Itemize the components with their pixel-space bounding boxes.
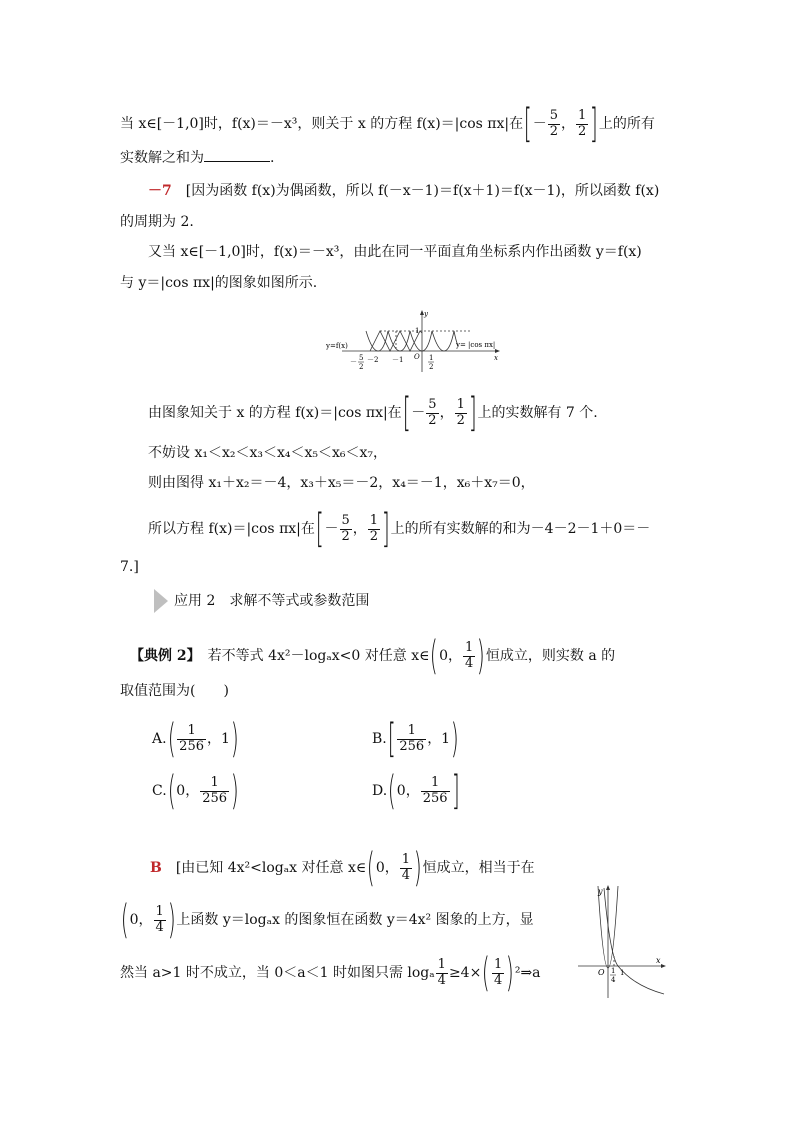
- solution1-line4: 与 y＝|cos πx|的图象如图所示.: [120, 275, 318, 291]
- answer-label: －7: [148, 183, 172, 199]
- solution1-line7: 则由图得 x₁＋x₂＝－4，x₃＋x₅＝－2，x₄＝－1，x₆＋x₇＝0，: [148, 475, 535, 491]
- example2-line1: 【典例 2】 若不等式 4x²－logₐx<0 对任意 x∈(0， $\frac{1}{4}$ )恒成立，则实数 a 的: [130, 633, 616, 679]
- example-label: 【典例 2】: [130, 648, 194, 664]
- solution2-line3: 然当 a>1 时不成立，当 0＜a＜1 时如图只需 logₐ $\frac{1}{4}$ ≥4×( $\frac{1}{4}$ )²⇒a: [120, 950, 541, 996]
- svg-text:x: x: [494, 354, 498, 362]
- svg-text:y: y: [424, 310, 428, 318]
- example2-line2: 取值范围为( ): [120, 683, 229, 699]
- question1-line1: 当 x∈[－1,0]时，f(x)＝－x³，则关于 x 的方程 f(x)＝|cos πx|在[－ $\frac{5}{2}$ ， $\frac{1}{2}$ ]上的所有: [120, 101, 655, 147]
- svg-text:5: 5: [359, 354, 364, 362]
- svg-text:－2: －2: [367, 356, 379, 364]
- frac-1-2: $\frac{1}{2}$: [577, 108, 587, 139]
- solution1-line5: 由图象知关于 x 的方程 f(x)＝|cos πx|在[－ $\frac{5}{2}$ ， $\frac{1}{2}$ ]上的实数解有 7 个.: [148, 390, 598, 436]
- svg-text:1: 1: [415, 327, 420, 335]
- solution2-line2: (0， $\frac{1}{4}$ )上函数 y＝logₐx 的图象恒在函数 y＝4x² 图象的上方，显: [120, 897, 534, 943]
- section-arrow-icon: [154, 589, 168, 613]
- question1-text-b: 上的所有: [598, 116, 655, 132]
- function-graph-1: [322, 306, 504, 376]
- question1-line2: 实数解之和为 .: [120, 150, 275, 166]
- svg-text:1: 1: [611, 967, 616, 975]
- svg-text:－1: －1: [392, 356, 404, 364]
- frac-5-2: $\frac{5}{2}$: [549, 108, 558, 139]
- svg-text:－: －: [350, 358, 357, 366]
- choice-d[interactable]: D.(0， $\frac{1}{256}$ ]: [372, 768, 460, 814]
- svg-text:y: y: [598, 887, 603, 896]
- answer-b-label: B: [150, 860, 162, 876]
- svg-text:O: O: [598, 968, 605, 977]
- solution1-line2: 的周期为 2.: [120, 214, 194, 230]
- solution1-line6: 不妨设 x₁＜x₂＜x₃＜x₄＜x₅＜x₆＜x₇，: [148, 445, 388, 461]
- label-f: y=f(x): [326, 342, 348, 350]
- solution1-line8: 所以方程 f(x)＝|cos πx|在[－ $\frac{5}{2}$ ， $\frac{1}{2}$ ]上的所有实数解的和为－4－2－1＋0＝－: [148, 506, 651, 552]
- solution1-line1: －7 [因为函数 f(x)为偶函数，所以 f(－x－1)＝f(x＋1)＝f(x－1)，所以函数 f(x): [148, 183, 660, 199]
- solution1-line3: 又当 x∈[－1,0]时，f(x)＝－x³，由此在同一平面直角坐标系内作出函数 y＝f(x): [148, 244, 642, 260]
- svg-text:1: 1: [620, 969, 625, 977]
- solution1-line9: 7.]: [120, 559, 139, 575]
- curve-abs-cos: [366, 331, 458, 351]
- choice-b[interactable]: B.[ $\frac{1}{256}$ ，1): [372, 716, 459, 762]
- question1-text-a: 当 x∈[－1,0]时，f(x)＝－x³，则关于 x 的方程 f(x)＝|cos πx|在: [120, 116, 524, 132]
- choice-a[interactable]: A.( $\frac{1}{256}$ ，1): [152, 716, 239, 762]
- svg-text:1: 1: [429, 354, 434, 362]
- label-cos: y= |cos πx|: [456, 341, 496, 349]
- function-graph-2: [578, 882, 670, 1000]
- svg-text:x: x: [656, 956, 661, 965]
- svg-text:2: 2: [429, 363, 434, 371]
- answer-blank: [204, 161, 270, 162]
- section-title: 应用 2 求解不等式或参数范围: [174, 593, 370, 609]
- choice-c[interactable]: C.(0， $\frac{1}{256}$ ): [152, 768, 239, 814]
- svg-text:O: O: [414, 353, 420, 361]
- solution2-line1: B [由已知 4x²<logₐx 对任意 x∈(0， $\frac{1}{4}$ )恒成立，相当于在: [150, 845, 535, 891]
- svg-text:2: 2: [359, 363, 364, 371]
- svg-text:4: 4: [611, 976, 616, 984]
